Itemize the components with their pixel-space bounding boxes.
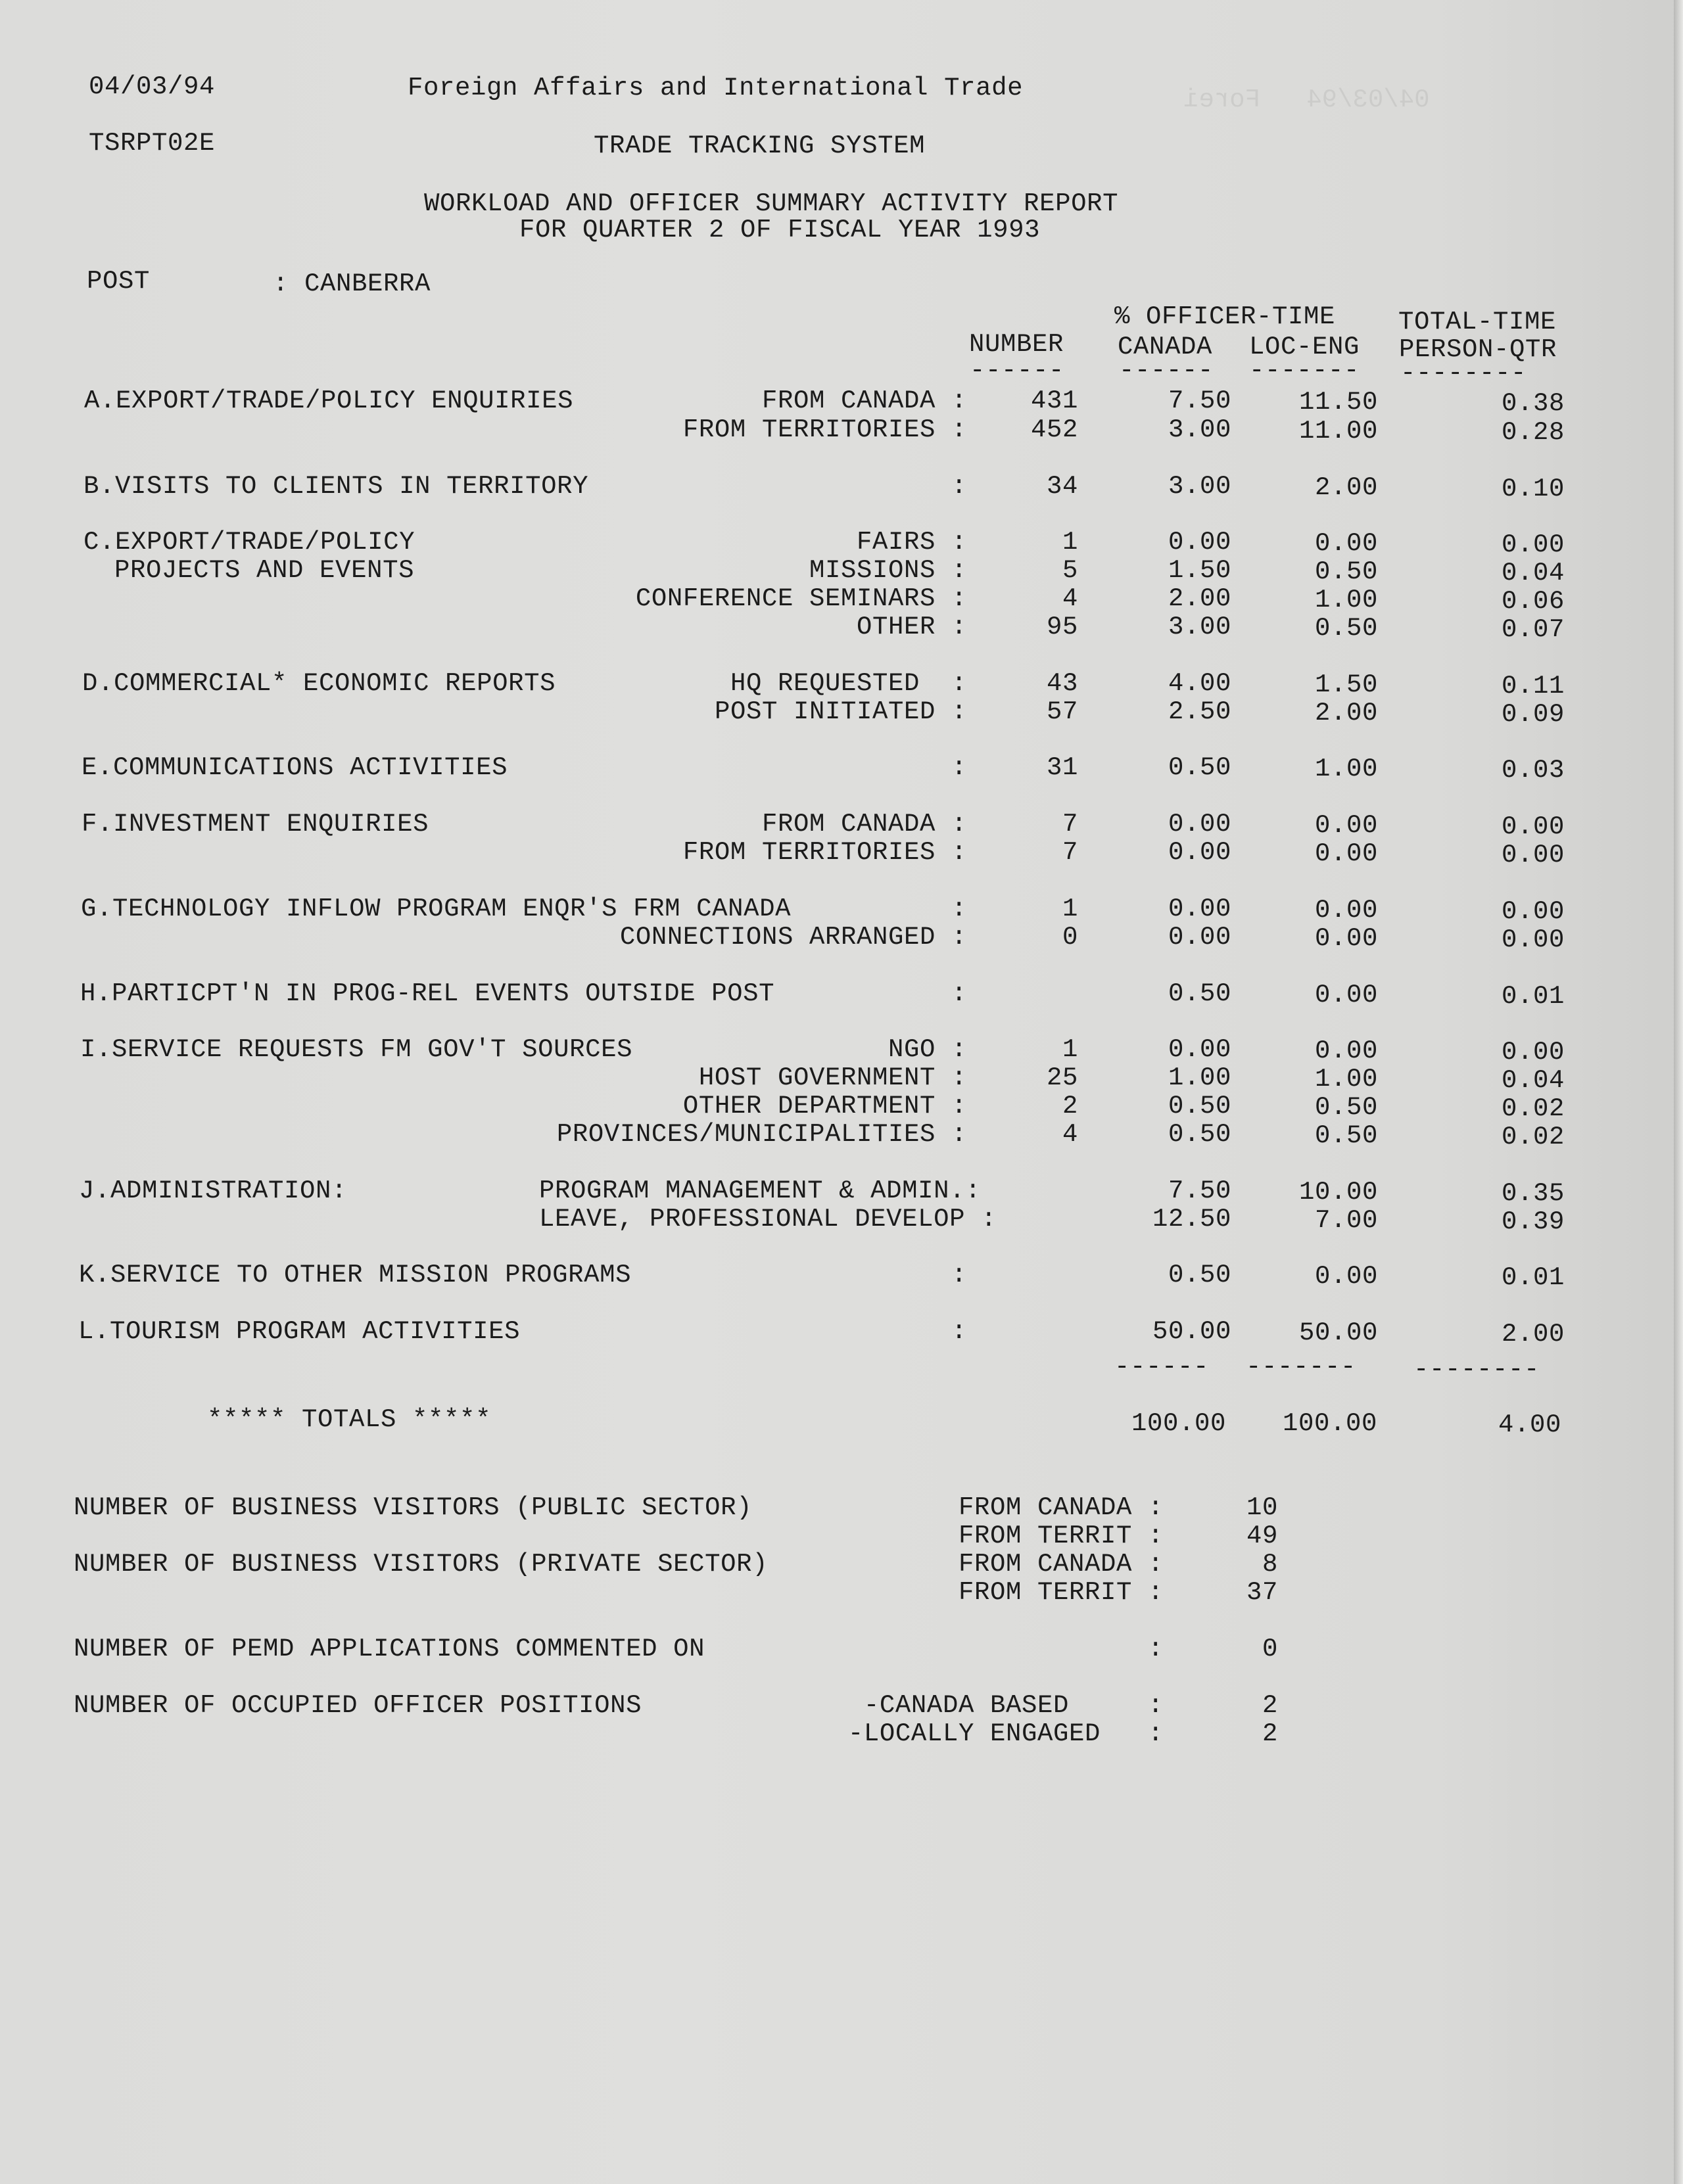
row-subcategory: FROM CANADA : xyxy=(761,386,967,415)
canada-header: CANADA xyxy=(1118,333,1213,361)
row-number: 452 xyxy=(1030,415,1078,444)
row-canada-pct: 0.00 xyxy=(1168,1035,1231,1064)
bleed-through-text: 04/03/94 Forei xyxy=(1183,85,1430,114)
row-section-label: F.INVESTMENT ENQUIRIES xyxy=(82,810,429,839)
report-code: TSRPT02E xyxy=(89,129,216,158)
row-canada-pct: 0.00 xyxy=(1168,838,1231,867)
row-subcategory: CONNECTIONS ARRANGED : xyxy=(619,923,967,952)
loc-eng-total-underline: ------- xyxy=(1246,1353,1357,1382)
row-person-qtr: 0.04 xyxy=(1501,1066,1565,1095)
row-canada-pct: 0.50 xyxy=(1168,1092,1231,1121)
row-canada-pct: 0.00 xyxy=(1168,923,1231,952)
post-label: POST xyxy=(87,267,151,296)
row-canada-pct: 50.00 xyxy=(1152,1317,1231,1346)
summary-value: 37 xyxy=(1246,1578,1278,1607)
row-person-qtr: 0.00 xyxy=(1501,1038,1565,1067)
row-loc-eng-pct: 0.00 xyxy=(1314,981,1378,1010)
summary-label: NUMBER OF OCCUPIED OFFICER POSITIONS xyxy=(74,1691,642,1720)
row-canada-pct: 0.50 xyxy=(1168,1120,1231,1149)
row-loc-eng-pct: 0.00 xyxy=(1314,924,1378,953)
row-loc-eng-pct: 11.50 xyxy=(1298,388,1378,417)
summary-subcategory: FROM TERRIT : xyxy=(958,1522,1164,1550)
row-subcategory: FAIRS : xyxy=(856,528,967,557)
row-subcategory: OTHER : xyxy=(856,613,967,641)
post-value: : CANBERRA xyxy=(273,269,431,298)
row-loc-eng-pct: 1.00 xyxy=(1314,586,1378,615)
row-section-label: B.VISITS TO CLIENTS IN TERRITORY xyxy=(83,472,589,501)
row-person-qtr: 2.00 xyxy=(1501,1320,1565,1349)
number-header: NUMBER xyxy=(969,330,1064,359)
row-person-qtr: 0.06 xyxy=(1501,587,1565,616)
row-number: 4 xyxy=(1062,584,1078,613)
report-date: 04/03/94 xyxy=(89,72,216,101)
row-subcategory: PROGRAM MANAGEMENT & ADMIN.: xyxy=(539,1176,982,1205)
row-canada-pct: 1.00 xyxy=(1168,1063,1231,1092)
row-canada-pct: 0.00 xyxy=(1168,810,1231,839)
row-loc-eng-pct: 10.00 xyxy=(1298,1178,1378,1207)
row-loc-eng-pct: 11.00 xyxy=(1298,417,1378,446)
row-number: 95 xyxy=(1046,613,1078,641)
row-number: 0 xyxy=(1062,923,1078,952)
row-subcategory: : xyxy=(951,895,967,923)
row-subcategory: : xyxy=(951,1261,967,1289)
row-person-qtr: 0.38 xyxy=(1501,389,1565,418)
row-person-qtr: 0.00 xyxy=(1501,812,1565,841)
row-canada-pct: 7.50 xyxy=(1168,1176,1231,1205)
row-loc-eng-pct: 1.00 xyxy=(1314,1065,1378,1094)
row-person-qtr: 0.01 xyxy=(1501,982,1565,1011)
row-canada-pct: 2.00 xyxy=(1168,584,1231,613)
row-number: 1 xyxy=(1062,528,1078,557)
department-name: Foreign Affairs and International Trade xyxy=(408,74,1024,103)
row-person-qtr: 0.00 xyxy=(1501,841,1565,870)
totals-label: ***** TOTALS ***** xyxy=(207,1405,492,1434)
number-underline: ------ xyxy=(970,356,1065,385)
row-loc-eng-pct: 0.00 xyxy=(1314,896,1378,925)
row-number: 1 xyxy=(1062,1035,1078,1064)
report-subtitle: FOR QUARTER 2 OF FISCAL YEAR 1993 xyxy=(519,216,1041,244)
page-edge xyxy=(1674,0,1683,2184)
row-person-qtr: 0.00 xyxy=(1501,530,1565,559)
row-loc-eng-pct: 0.00 xyxy=(1314,1036,1378,1065)
row-loc-eng-pct: 7.00 xyxy=(1314,1206,1378,1235)
summary-value: 2 xyxy=(1262,1691,1278,1720)
summary-value: 49 xyxy=(1246,1522,1278,1550)
summary-value: 8 xyxy=(1262,1550,1278,1579)
row-person-qtr: 0.07 xyxy=(1501,615,1565,644)
row-subcategory: FROM CANADA : xyxy=(761,810,967,839)
row-subcategory: FROM TERRITORIES : xyxy=(682,838,967,867)
row-loc-eng-pct: 0.50 xyxy=(1314,1093,1378,1122)
summary-subcategory: -CANADA BASED : xyxy=(863,1691,1164,1720)
officer-time-header: % OFFICER-TIME xyxy=(1114,302,1336,331)
loc-eng-header: LOC-ENG xyxy=(1249,333,1360,361)
row-loc-eng-pct: 0.50 xyxy=(1314,614,1378,643)
row-person-qtr: 0.00 xyxy=(1501,897,1565,926)
report-title: WORKLOAD AND OFFICER SUMMARY ACTIVITY REPORT xyxy=(424,189,1119,218)
row-number: 2 xyxy=(1062,1092,1078,1121)
row-canada-pct: 3.00 xyxy=(1168,472,1231,501)
summary-subcategory: FROM CANADA : xyxy=(958,1550,1164,1579)
row-subcategory: HQ REQUESTED : xyxy=(730,669,967,698)
row-loc-eng-pct: 2.00 xyxy=(1314,699,1378,728)
row-loc-eng-pct: 50.00 xyxy=(1298,1318,1378,1347)
row-person-qtr: 0.02 xyxy=(1501,1094,1565,1123)
row-section-label: K.SERVICE TO OTHER MISSION PROGRAMS xyxy=(79,1261,632,1289)
row-person-qtr: 0.10 xyxy=(1501,475,1565,503)
row-canada-pct: 2.50 xyxy=(1168,697,1231,726)
row-section-label: D.COMMERCIAL* ECONOMIC REPORTS xyxy=(82,669,556,698)
row-person-qtr: 0.39 xyxy=(1501,1207,1565,1236)
row-section-label: G.TECHNOLOGY INFLOW PROGRAM ENQR'S FRM CANADA xyxy=(81,895,792,923)
row-person-qtr: 0.02 xyxy=(1501,1123,1565,1151)
row-section-label: C.EXPORT/TRADE/POLICY xyxy=(83,528,415,557)
row-canada-pct: 4.00 xyxy=(1168,669,1231,698)
summary-subcategory: FROM CANADA : xyxy=(958,1493,1164,1522)
summary-label: NUMBER OF PEMD APPLICATIONS COMMENTED ON xyxy=(74,1635,705,1663)
row-loc-eng-pct: 2.00 xyxy=(1314,473,1378,502)
row-subcategory: PROVINCES/MUNICIPALITIES : xyxy=(556,1120,967,1149)
row-canada-pct: 0.00 xyxy=(1168,895,1231,923)
row-number: 7 xyxy=(1062,810,1078,839)
row-subcategory: POST INITIATED : xyxy=(714,697,967,726)
system-name: TRADE TRACKING SYSTEM xyxy=(594,131,926,160)
row-person-qtr: 0.03 xyxy=(1501,756,1565,785)
row-canada-pct: 0.50 xyxy=(1168,1261,1231,1289)
row-section-label: L.TOURISM PROGRAM ACTIVITIES xyxy=(78,1317,521,1346)
row-canada-pct: 0.50 xyxy=(1168,979,1231,1008)
canada-underline: ------ xyxy=(1119,356,1214,385)
row-canada-pct: 3.00 xyxy=(1168,415,1231,444)
row-canada-pct: 0.50 xyxy=(1168,753,1231,782)
row-section-label: J.ADMINISTRATION: xyxy=(79,1176,348,1205)
loc-eng-underline: ------- xyxy=(1249,356,1360,385)
row-subcategory: OTHER DEPARTMENT : xyxy=(682,1092,967,1121)
person-qtr-total-underline: -------- xyxy=(1413,1355,1540,1384)
summary-value: 10 xyxy=(1246,1493,1278,1522)
summary-label: NUMBER OF BUSINESS VISITORS (PRIVATE SECTOR) xyxy=(74,1550,769,1579)
row-subcategory: LEAVE, PROFESSIONAL DEVELOP : xyxy=(539,1205,997,1234)
row-loc-eng-pct: 0.00 xyxy=(1314,839,1378,868)
row-subcategory: : xyxy=(951,979,967,1008)
summary-subcategory: FROM TERRIT : xyxy=(958,1578,1164,1607)
person-qtr-header: PERSON-QTR xyxy=(1399,335,1557,364)
row-number: 25 xyxy=(1046,1063,1078,1092)
row-person-qtr: 0.01 xyxy=(1501,1263,1565,1292)
row-section-label: I.SERVICE REQUESTS FM GOV'T SOURCES xyxy=(80,1035,633,1064)
row-loc-eng-pct: 0.50 xyxy=(1314,557,1378,586)
row-subcategory: MISSIONS : xyxy=(809,556,967,585)
row-number: 7 xyxy=(1062,838,1078,867)
row-loc-eng-pct: 1.50 xyxy=(1314,670,1378,699)
summary-label: NUMBER OF BUSINESS VISITORS (PUBLIC SECTOR) xyxy=(74,1493,753,1522)
totals-canada: 100.00 xyxy=(1131,1409,1226,1438)
row-person-qtr: 0.09 xyxy=(1501,700,1565,729)
row-canada-pct: 12.50 xyxy=(1152,1205,1231,1234)
totals-person-qtr: 4.00 xyxy=(1498,1410,1561,1439)
summary-subcategory: : xyxy=(1147,1635,1164,1663)
summary-value: 2 xyxy=(1262,1719,1278,1748)
row-canada-pct: 7.50 xyxy=(1168,386,1231,415)
row-loc-eng-pct: 0.00 xyxy=(1314,1262,1378,1291)
row-subcategory: FROM TERRITORIES : xyxy=(682,415,967,444)
row-person-qtr: 0.04 xyxy=(1501,559,1565,588)
row-number: 43 xyxy=(1046,669,1078,698)
row-subcategory: NGO : xyxy=(888,1035,967,1064)
row-section-label: H.PARTICPT'N IN PROG-REL EVENTS OUTSIDE POST xyxy=(80,979,775,1008)
person-qtr-underline: -------- xyxy=(1400,359,1527,388)
total-time-header: TOTAL-TIME xyxy=(1398,308,1557,337)
row-loc-eng-pct: 0.50 xyxy=(1314,1121,1378,1150)
row-section-label: E.COMMUNICATIONS ACTIVITIES xyxy=(82,753,508,782)
row-person-qtr: 0.00 xyxy=(1501,925,1565,954)
canada-total-underline: ------ xyxy=(1114,1353,1210,1382)
summary-subcategory: -LOCALLY ENGAGED : xyxy=(847,1719,1164,1748)
row-subcategory: HOST GOVERNMENT : xyxy=(698,1063,967,1092)
row-number: 1 xyxy=(1062,895,1078,923)
row-loc-eng-pct: 0.00 xyxy=(1314,811,1378,840)
row-section-label: A.EXPORT/TRADE/POLICY ENQUIRIES xyxy=(84,386,574,415)
summary-value: 0 xyxy=(1262,1635,1278,1663)
row-canada-pct: 0.00 xyxy=(1168,528,1231,557)
row-number: 431 xyxy=(1030,386,1078,415)
row-person-qtr: 0.35 xyxy=(1501,1179,1565,1208)
row-canada-pct: 3.00 xyxy=(1168,613,1231,641)
row-subcategory: : xyxy=(951,1317,967,1346)
row-loc-eng-pct: 0.00 xyxy=(1314,529,1378,558)
row-number: 4 xyxy=(1062,1120,1078,1149)
row-number: 31 xyxy=(1046,753,1078,782)
row-subcategory: : xyxy=(951,472,967,501)
row-number: 34 xyxy=(1046,472,1078,501)
row-section-label: PROJECTS AND EVENTS xyxy=(83,556,415,585)
row-person-qtr: 0.28 xyxy=(1501,418,1565,447)
row-person-qtr: 0.11 xyxy=(1501,672,1565,701)
row-canada-pct: 1.50 xyxy=(1168,556,1231,585)
totals-loc-eng: 100.00 xyxy=(1282,1409,1377,1438)
row-number: 5 xyxy=(1062,556,1078,585)
row-loc-eng-pct: 1.00 xyxy=(1314,755,1378,783)
row-subcategory: : xyxy=(951,753,967,782)
row-number: 57 xyxy=(1046,697,1078,726)
row-subcategory: CONFERENCE SEMINARS : xyxy=(635,584,967,613)
